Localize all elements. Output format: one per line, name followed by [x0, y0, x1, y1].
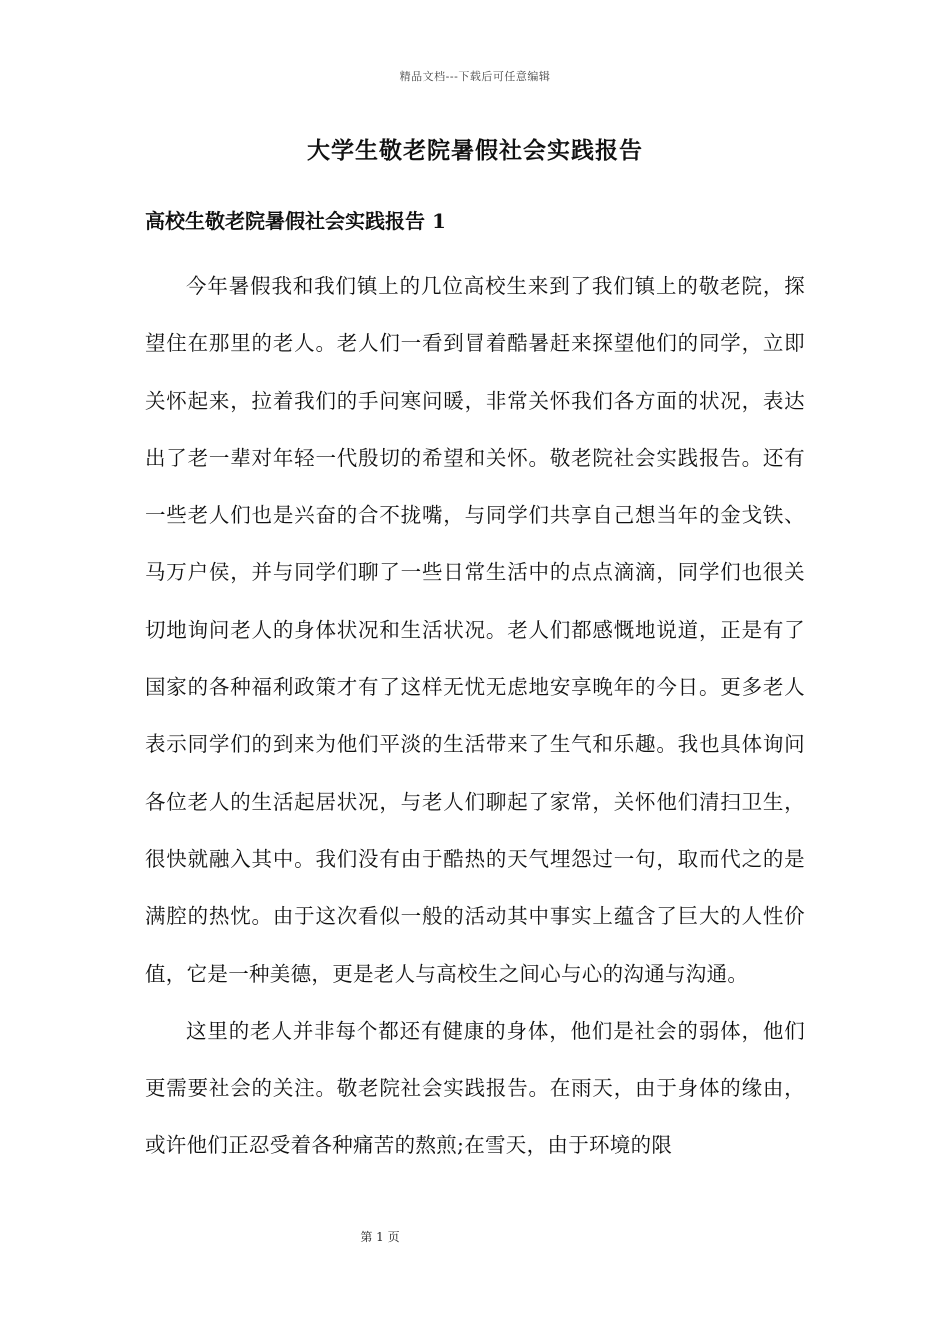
- paragraph-2: 这里的老人并非每个都还有健康的身体，他们是社会的弱体，他们更需要社会的关注。敬老院社会实践报告。在雨天，由于身体的缘由，或许他们正忍受着各种痛苦的熬煎;在雪天，由于环境的限: [145, 1018, 805, 1158]
- header-note: 精品文档---下载后可任意编辑: [399, 70, 551, 83]
- page-number: 第 1 页: [360, 1230, 400, 1244]
- paragraph-1: 今年暑假我和我们镇上的几位高校生来到了我们镇上的敬老院，探望住在那里的老人。老人们一看到冒着酷暑赶来探望他们的同学，立即关怀起来，拉着我们的手问寒问暖，非常关怀我们各方面的状况，表达出了老一辈对年轻一代殷切的希望和关怀。敬老院社会实践报告。还有一些老人们也是兴奋的合不拢嘴，与同学们共享自己想当年的金戈铁、马万户侯，并与同学们聊了一些日常生活中的点点滴滴，同学们也很关切地询问老人的身体状况和生活状况。老人们都感慨地说道，正是有了国家的各种福利政策才有了这样无忧无虑地安享晚年的今日。更多老人表示同学们的到来为他们平淡的生活带来了生气和乐趣。我也具体询问各位老人的生活起居状况，与老人们聊起了家常，关怀他们清扫卫生，很快就融入其中。我们没有由于酷热的天气埋怨过一句，取而代之的是满腔的热忱。由于这次看似一般的活动其中事实上蕴含了巨大的人性价值，它是一种美德，更是老人与高校生之间心与心的沟通与沟通。: [145, 274, 805, 986]
- document-title: 大学生敬老院暑假社会实践报告: [307, 137, 643, 164]
- section-heading: 高校生敬老院暑假社会实践报告 1: [145, 209, 446, 233]
- body-text: [145, 258, 805, 1175]
